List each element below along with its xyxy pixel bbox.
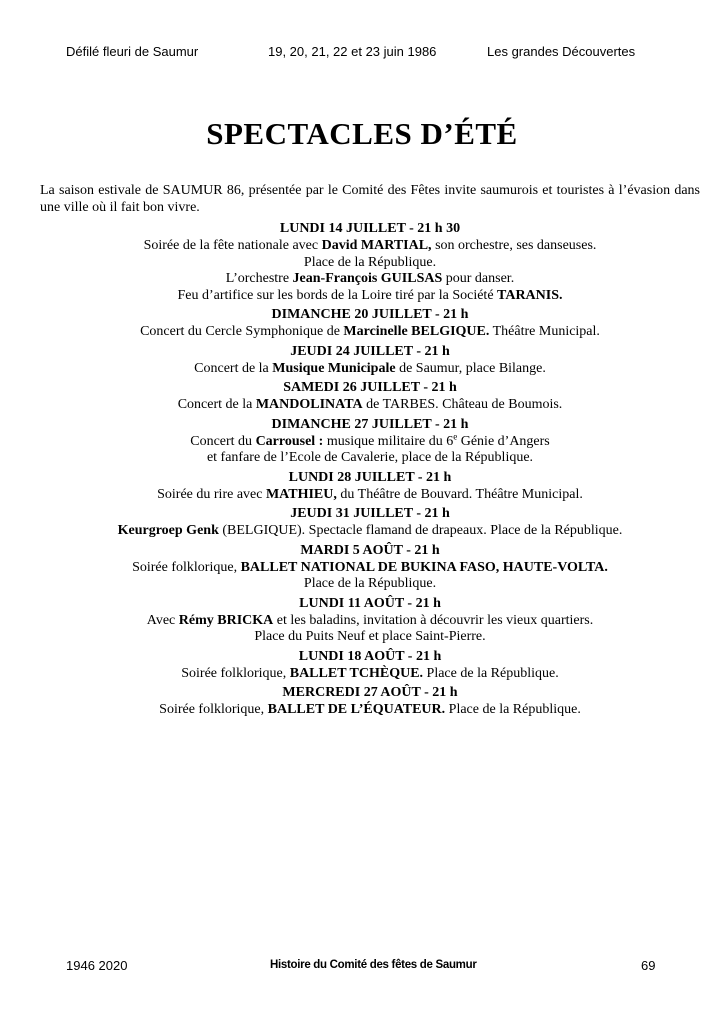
event-date: SAMEDI 26 JUILLET - 21 h (283, 380, 457, 395)
event-text: musique militaire du 6 (323, 433, 454, 449)
event-list (40, 221, 700, 722)
ordinal-superscript: e (453, 430, 458, 441)
event-item (40, 596, 700, 646)
event-item (40, 344, 700, 378)
event-description-line (40, 361, 700, 378)
event-text: du Théâtre de Bouvard. Théâtre Municipal. (336, 486, 583, 502)
event-text: (BELGIQUE). Spectacle flamand de drapeaux. Place de la République. (218, 523, 623, 538)
intro-paragraph: La saison estivale de SAUMUR 86, présentée par le Comité des Fêtes invite saumurois et touristes à l’évasion dans une ville où il fait bon vivre. (40, 183, 700, 215)
event-description-line (40, 271, 700, 288)
header-right: Les grandes Découvertes (487, 44, 636, 59)
event-text: et fanfare de l’Ecole de Cavalerie, place de la République. (206, 450, 534, 465)
event-date: LUNDI 28 JUILLET - 21 h (288, 469, 452, 485)
event-description-line (40, 324, 700, 341)
footer-years: 1946 2020 (66, 958, 128, 973)
event-text: Place de la République. (303, 254, 437, 270)
event-item (40, 380, 700, 414)
event-text: de TARBES. Château de Boumois. (362, 397, 563, 412)
event-description-line (40, 629, 700, 646)
event-description-line (40, 255, 700, 272)
event-text: Concert du Cercle Symphonique de (140, 324, 344, 339)
event-date: MARDI 5 AOÛT - 21 h (300, 542, 440, 558)
event-highlight: MATHIEU, (265, 486, 337, 502)
event-description-line (40, 702, 700, 719)
event-date: MERCREDI 27 AOÛT - 21 h (282, 685, 458, 700)
event-date: LUNDI 14 JUILLET - 21 h 30 (279, 221, 461, 236)
event-text: Soirée du rire avec (157, 486, 266, 502)
event-item (40, 221, 700, 304)
event-highlight: Musique Municipale (272, 360, 396, 376)
event-text: Théâtre Municipal. (489, 324, 600, 339)
event-description-line (40, 666, 700, 683)
event-text: Soirée de la fête nationale avec (143, 238, 322, 253)
event-text: Concert de la (194, 360, 273, 376)
event-description-line (40, 397, 700, 414)
event-text: Place du Puits Neuf et place Saint-Pierre. (254, 629, 486, 644)
event-highlight: TARANIS. (497, 287, 563, 303)
event-date: LUNDI 18 AOÛT - 21 h (298, 648, 442, 664)
event-item (40, 417, 700, 467)
event-text: et les baladins, invitation à découvrir les vieux quartiers. (273, 612, 594, 628)
event-text: Génie d’Angers (457, 433, 550, 449)
event-description-line (40, 560, 700, 577)
event-text: de Saumur, place Bilange. (395, 360, 546, 376)
event-description-line (40, 430, 700, 451)
event-highlight: Keurgroep Genk (117, 523, 219, 538)
event-date: DIMANCHE 27 JUILLET - 21 h (271, 416, 469, 432)
event-item (40, 543, 700, 593)
event-item (40, 470, 700, 504)
event-highlight: Rémy BRICKA (178, 612, 274, 628)
event-text: Place de la République. (445, 702, 581, 717)
page-title: SPECTACLES D’ÉTÉ (206, 116, 518, 151)
event-item (40, 307, 700, 341)
event-text: Avec (146, 612, 179, 628)
event-date: DIMANCHE 20 JUILLET - 21 h (271, 307, 469, 322)
event-text: pour danser. (442, 271, 515, 286)
event-description-line (40, 450, 700, 467)
event-date: JEUDI 24 JUILLET - 21 h (290, 343, 450, 359)
event-text: Soirée folklorique, (159, 702, 268, 717)
event-text: Soirée folklorique, (181, 665, 290, 681)
event-description-line (40, 576, 700, 593)
event-description-line (40, 613, 700, 630)
event-highlight: David MARTIAL, (321, 238, 432, 253)
event-text: Concert de la (177, 397, 256, 412)
event-text: Soirée folklorique, (132, 559, 241, 575)
header-left: Défilé fleuri de Saumur (66, 44, 199, 59)
event-highlight: Carrousel : (255, 433, 324, 449)
event-text: Concert du (190, 433, 256, 449)
page-number: 69 (641, 958, 656, 973)
event-description-line (40, 487, 700, 504)
footer-title: Histoire du Comité des fêtes de Saumur (270, 959, 477, 971)
event-item (40, 649, 700, 683)
event-text: son orchestre, ses danseuses. (431, 238, 597, 253)
event-text: Place de la République. (423, 665, 559, 681)
event-description-line (40, 238, 700, 255)
event-text: Feu d’artifice sur les bords de la Loire tiré par la Société (177, 287, 498, 303)
event-date: LUNDI 11 AOÛT - 21 h (299, 595, 441, 611)
event-description-line (40, 523, 700, 540)
event-highlight: Jean-François GUILSAS (292, 271, 443, 286)
event-highlight: BALLET DE L’ÉQUATEUR. (267, 702, 446, 717)
event-highlight: BALLET TCHÈQUE. (289, 665, 424, 681)
event-highlight: BALLET NATIONAL DE BUKINA FASO, HAUTE-VOLTA. (240, 559, 608, 575)
event-item (40, 685, 700, 719)
event-description-line (40, 288, 700, 305)
event-text: Place de la République. (303, 576, 437, 591)
event-highlight: MANDOLINATA (255, 397, 363, 412)
event-item (40, 506, 700, 540)
event-date: JEUDI 31 JUILLET - 21 h (290, 506, 450, 521)
header-center: 19, 20, 21, 22 et 23 juin 1986 (268, 44, 437, 59)
event-highlight: Marcinelle BELGIQUE. (343, 324, 490, 339)
event-text: L’orchestre (225, 271, 293, 286)
